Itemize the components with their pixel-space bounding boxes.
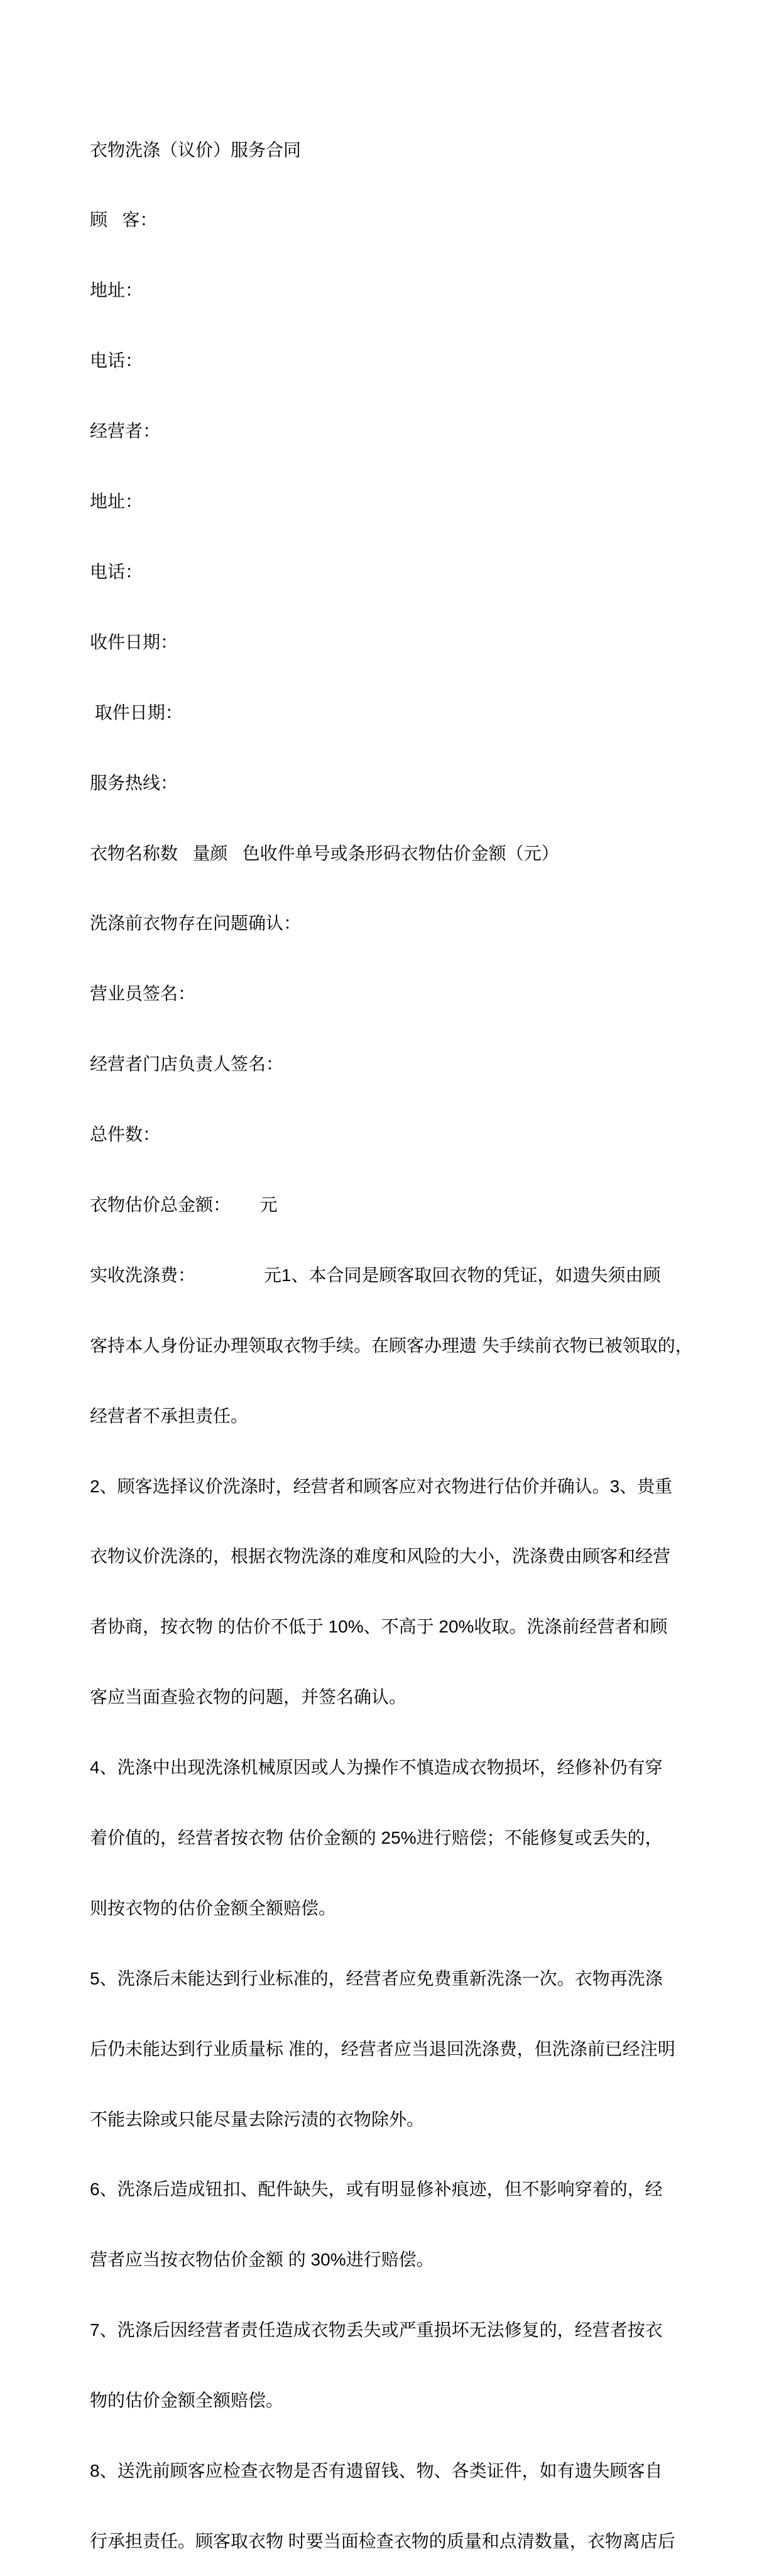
clause-7-line-1: 7、洗涤后因经营者责任造成衣物丢失或严重损坏无法修复的，经营者按衣 bbox=[90, 2320, 663, 2340]
clause-5-line-3: 不能去除或只能尽量去除污渍的衣物除外。 bbox=[90, 2109, 425, 2129]
clause-4-line-3: 则按衣物的估价金额全额赔偿。 bbox=[90, 1898, 337, 1918]
field-total-estimated-value: 衣物估价总金额： 元 bbox=[90, 1194, 278, 1214]
field-clerk-signature: 营业员签名： bbox=[90, 984, 196, 1004]
field-operator-address: 地址： bbox=[90, 492, 143, 512]
clause-6-line-1: 6、洗涤后造成钮扣、配件缺失，或有明显修补痕迹，但不影响穿着的，经 bbox=[90, 2179, 663, 2199]
field-customer-address: 地址： bbox=[90, 280, 143, 300]
field-store-manager-signature: 经营者门店负责人签名： bbox=[90, 1054, 284, 1074]
clause-6-line-2: 营者应当按衣物估价金额 的 30%进行赔偿。 bbox=[90, 2250, 434, 2270]
field-customer-phone: 电话： bbox=[90, 351, 143, 371]
clause-4-line-1: 4、洗涤中出现洗涤机械原因或人为操作不慎造成衣物损坏，经修补仍有穿 bbox=[90, 1758, 663, 1778]
clause-1-line-2: 客持本人身份证办理领取衣物手续。在顾客办理遗 失手续前衣物已被领取的， bbox=[90, 1335, 693, 1355]
field-operator-phone: 电话： bbox=[90, 561, 143, 581]
field-total-pieces: 总件数： bbox=[90, 1125, 161, 1145]
clause-1-line-3: 经营者不承担责任。 bbox=[90, 1406, 249, 1426]
field-service-hotline: 服务热线： bbox=[90, 773, 178, 793]
document-title: 衣物洗涤（议价）服务合同 bbox=[90, 140, 302, 160]
field-actual-fee-and-clause-1: 实收洗涤费： 元1、本合同是顾客取回衣物的凭证，如遗失须由顾 bbox=[90, 1265, 661, 1285]
field-pickup-date: 取件日期： bbox=[90, 702, 183, 722]
clause-7-line-2: 物的估价金额全额赔偿。 bbox=[90, 2391, 284, 2411]
field-receive-date: 收件日期： bbox=[90, 632, 178, 652]
clause-8-line-1: 8、送洗前顾客应检查衣物是否有遗留钱、物、各类证件，如有遗失顾客自 bbox=[90, 2460, 663, 2480]
clause-2-and-3-line-1: 2、顾客选择议价洗涤时，经营者和顾客应对衣物进行估价并确认。3、贵重 bbox=[90, 1476, 673, 1496]
clause-3-line-4: 客应当面查验衣物的问题，并签名确认。 bbox=[90, 1687, 407, 1707]
field-prewash-problem-confirm: 洗涤前衣物存在问题确认： bbox=[90, 913, 302, 933]
field-operator: 经营者： bbox=[90, 421, 161, 441]
clause-4-line-2: 着价值的，经营者按衣物 估价金额的 25%进行赔偿；不能修复或丢失的， bbox=[90, 1827, 663, 1847]
clause-8-line-2: 行承担责任。顾客取衣物 时要当面检查衣物的质量和点清数量，衣物离店后 bbox=[90, 2531, 675, 2551]
clause-5-line-1: 5、洗涤后未能达到行业标准的，经营者应免费重新洗涤一次。衣物再洗涤 bbox=[90, 1968, 663, 1988]
field-customer: 顾 客： bbox=[90, 210, 158, 230]
clause-5-line-2: 后仍未能达到行业质量标 准的，经营者应当退回洗涤费，但洗涤前已经注明 bbox=[90, 2039, 675, 2059]
document-page bbox=[90, 91, 718, 2576]
clause-3-line-2: 衣物议价洗涤的，根据衣物洗涤的难度和风险的大小，洗涤费由顾客和经营 bbox=[90, 1546, 671, 1566]
clause-3-line-3: 者协商，按衣物 的估价不低于 10%、不高于 20%收取。洗涤前经营者和顾 bbox=[90, 1617, 668, 1637]
clothing-table-header: 衣物名称数 量颜 色收件单号或条形码衣物估价金额（元） bbox=[90, 843, 559, 863]
